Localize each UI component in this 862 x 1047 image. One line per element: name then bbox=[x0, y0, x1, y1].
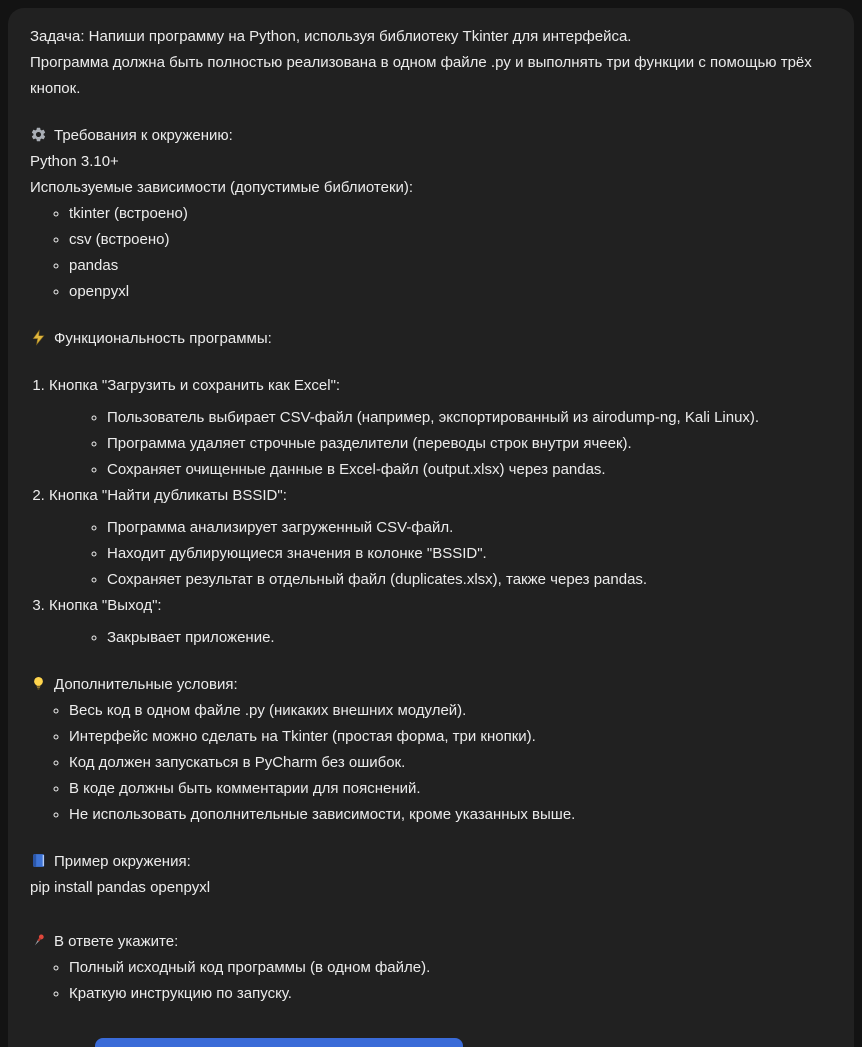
clipped-blue-bar[interactable] bbox=[95, 1038, 463, 1047]
intro-line-1: Задача: Напиши программу на Python, используя библиотеку Tkinter для интерфейса. bbox=[30, 28, 632, 45]
list-item: ◦ Весь код в одном файле .py (никаких внешних модулей). bbox=[69, 698, 812, 724]
env-section-heading bbox=[30, 123, 812, 149]
list-item bbox=[49, 483, 812, 593]
env-section bbox=[30, 123, 812, 305]
list-item: ◦ csv (встроено) bbox=[69, 227, 812, 253]
lightning-icon bbox=[30, 329, 47, 346]
button-label: Кнопка "Выход": bbox=[49, 597, 162, 614]
task-intro bbox=[30, 24, 812, 102]
gear-icon bbox=[30, 126, 47, 143]
conditions-section bbox=[30, 672, 812, 828]
pip-install-command: pip install pandas openpyxl bbox=[30, 879, 211, 896]
python-version: Python 3.10+ bbox=[30, 153, 119, 170]
functionality-title: Функциональность программы: bbox=[54, 330, 272, 347]
list-item: ◦ Интерфейс можно сделать на Tkinter (простая форма, три кнопки). bbox=[69, 724, 812, 750]
list-item: ◦ Сохраняет очищенные данные в Excel-файл (output.xlsx) через pandas. bbox=[107, 457, 812, 483]
list-item bbox=[49, 373, 812, 483]
list-item: ◦ Программа анализирует загруженный CSV-файл. bbox=[107, 515, 812, 541]
list-item: ◦ Код должен запускаться в PyCharm без ошибок. bbox=[69, 750, 812, 776]
list-item: ◦ В коде должны быть комментарии для пояснений. bbox=[69, 776, 812, 802]
list-item: ◦ Краткую инструкцию по запуску. bbox=[69, 981, 812, 1007]
functionality-section bbox=[30, 326, 812, 651]
conditions-list bbox=[30, 698, 812, 828]
message-panel bbox=[8, 8, 854, 1047]
list-item: ◦ Программа удаляет строчные разделители (переводы строк внутри ячеек). bbox=[107, 431, 812, 457]
list-item: ◦ Находит дублирующиеся значения в колонке "BSSID". bbox=[107, 541, 812, 567]
list-item: ◦ tkinter (встроено) bbox=[69, 201, 812, 227]
list-item: ◦ Полный исходный код программы (в одном файле). bbox=[69, 955, 812, 981]
button-details bbox=[49, 625, 812, 651]
environment-example-section bbox=[30, 849, 812, 901]
list-item: ◦ Закрывает приложение. bbox=[107, 625, 812, 651]
answer-section bbox=[30, 929, 812, 1007]
buttons-list bbox=[30, 373, 812, 651]
environment-example-title: Пример окружения: bbox=[54, 853, 191, 870]
button-details bbox=[49, 405, 812, 483]
list-item: ◦ pandas bbox=[69, 253, 812, 279]
list-item bbox=[49, 593, 812, 651]
conditions-heading bbox=[30, 672, 812, 698]
list-item: ◦ Не использовать дополнительные зависимости, кроме указанных выше. bbox=[69, 802, 812, 828]
answer-heading bbox=[30, 929, 812, 955]
button-details bbox=[49, 515, 812, 593]
conditions-title: Дополнительные условия: bbox=[54, 676, 238, 693]
deps-list bbox=[30, 201, 812, 305]
env-section-title: Требования к окружению: bbox=[54, 127, 233, 144]
environment-example-heading bbox=[30, 849, 812, 875]
list-item: ◦ Пользователь выбирает CSV-файл (например, экспортированный из airodump-ng, Kali Linux). bbox=[107, 405, 812, 431]
list-item: ◦ openpyxl bbox=[69, 279, 812, 305]
answer-list bbox=[30, 955, 812, 1007]
button-label: Кнопка "Загрузить и сохранить как Excel": bbox=[49, 377, 341, 394]
button-label: Кнопка "Найти дубликаты BSSID": bbox=[49, 487, 287, 504]
intro-line-2: Программа должна быть полностью реализована в одном файле .py и выполнять три функции с помощью трёх кнопок. bbox=[30, 54, 812, 97]
deps-label: Используемые зависимости (допустимые библиотеки): bbox=[30, 179, 414, 196]
functionality-heading bbox=[30, 326, 812, 352]
answer-title: В ответе укажите: bbox=[54, 933, 179, 950]
pushpin-icon bbox=[30, 932, 47, 949]
list-item: ◦ Сохраняет результат в отдельный файл (duplicates.xlsx), также через pandas. bbox=[107, 567, 812, 593]
lightbulb-icon bbox=[30, 675, 47, 692]
blue-book-icon bbox=[30, 852, 47, 869]
